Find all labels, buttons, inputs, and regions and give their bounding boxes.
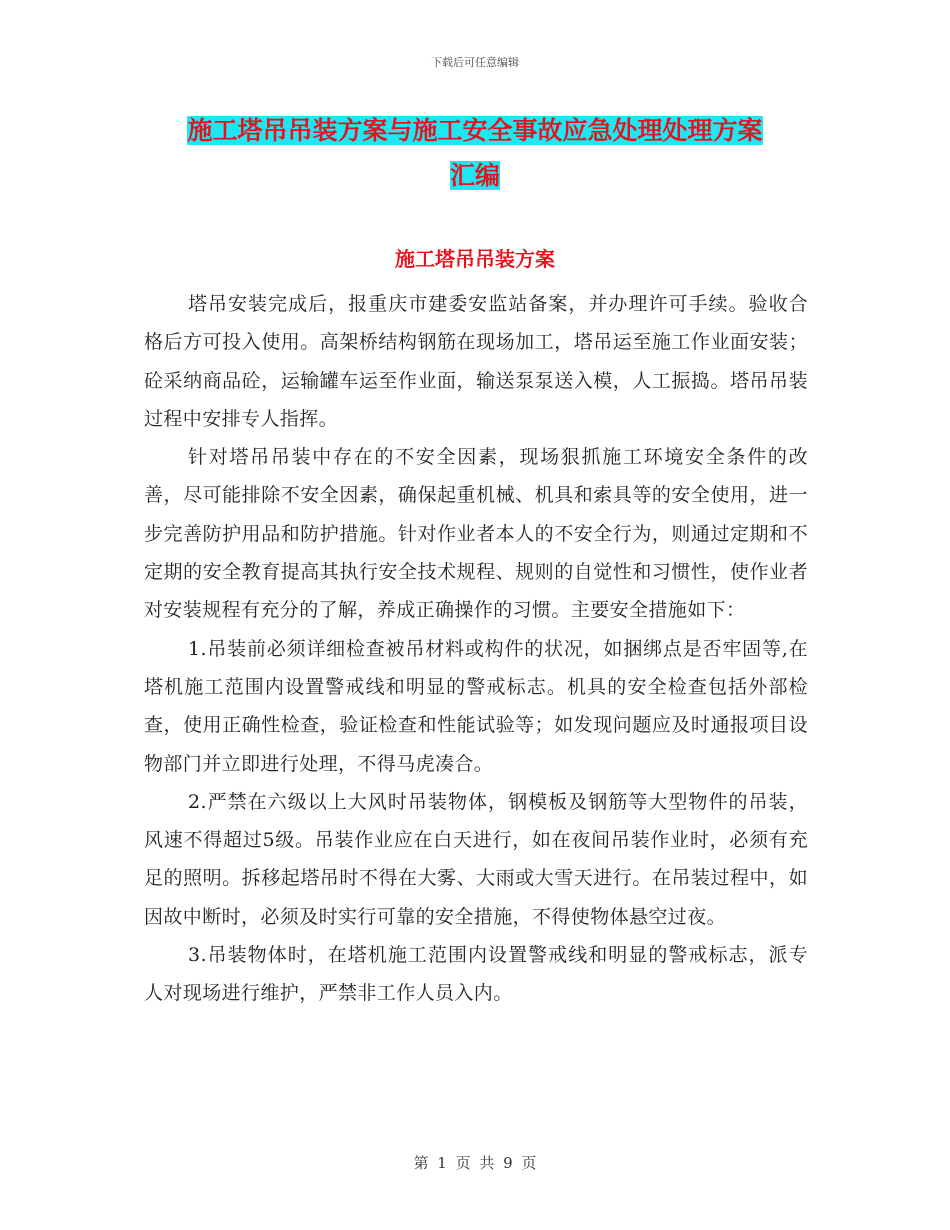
paragraph-safety-overview: 针对塔吊吊装中存在的不安全因素，现场狠抓施工环境安全条件的改善，尽可能排除不安全因素，确保起重机械、机具和索具等的安全使用，进一步完善防护用品和防护措施。针对作业者本人的不安全行为，则通过定期和不定期的安全教育提高其执行安全技术规程、规则的自觉性和习惯性，使作业者对安装规程有充分的了解，养成正确操作的习惯。主要安全措施如下： xyxy=(144,446,808,622)
document-title-text-2: 汇编 xyxy=(449,161,500,190)
document-title-line-2 xyxy=(145,151,805,200)
paragraph-measure-3: 3.吊装物体时，在塔机施工范围内设置警戒线和明显的警戒标志，派专人对现场进行维护，严禁非工作人员入内。 xyxy=(144,944,808,1005)
page-footer: 第 1 页 共 9 页 xyxy=(413,1154,537,1172)
paragraph-measure-1: 1.吊装前必须详细检查被吊材料或构件的状况，如捆绑点是否牢固等,在塔机施工范围内设置警戒线和明显的警戒标志。机具的安全检查包括外部检查，使用正确性检查，验证检查和性能试验等；如发现问题应及时通报项目设物部门并立即进行处理，不得马虎凑合。 xyxy=(144,637,808,775)
document-body xyxy=(144,285,808,1013)
paragraph-intro: 塔吊安装完成后，报重庆市建委安监站备案，并办理许可手续。验收合格后方可投入使用。高架桥结构钢筋在现场加工，塔吊运至施工作业面安装；砼采纳商品砼，运输罐车运至作业面，输送泵泵送入模，人工振捣。塔吊吊装过程中安排专人指挥。 xyxy=(144,293,808,430)
header-note: 下载后可任意编辑 xyxy=(431,56,519,69)
document-title-line-1 xyxy=(145,106,805,155)
document-title-text-1: 施工塔吊吊装方案与施工安全事故应急处理处理方案 xyxy=(187,116,763,145)
paragraph-measure-2: 2.严禁在六级以上大风时吊装物体，钢模板及钢筋等大型物件的吊装，风速不得超过5级。吊装作业应在白天进行，如在夜间吊装作业时，必须有充足的照明。拆移起塔吊时不得在大雾、大雨或大雪天进行。在吊装过程中，如因故中断时，必须及时实行可靠的安全措施，不得使物体悬空过夜。 xyxy=(144,790,808,928)
section-title: 施工塔吊吊装方案 xyxy=(395,247,555,271)
